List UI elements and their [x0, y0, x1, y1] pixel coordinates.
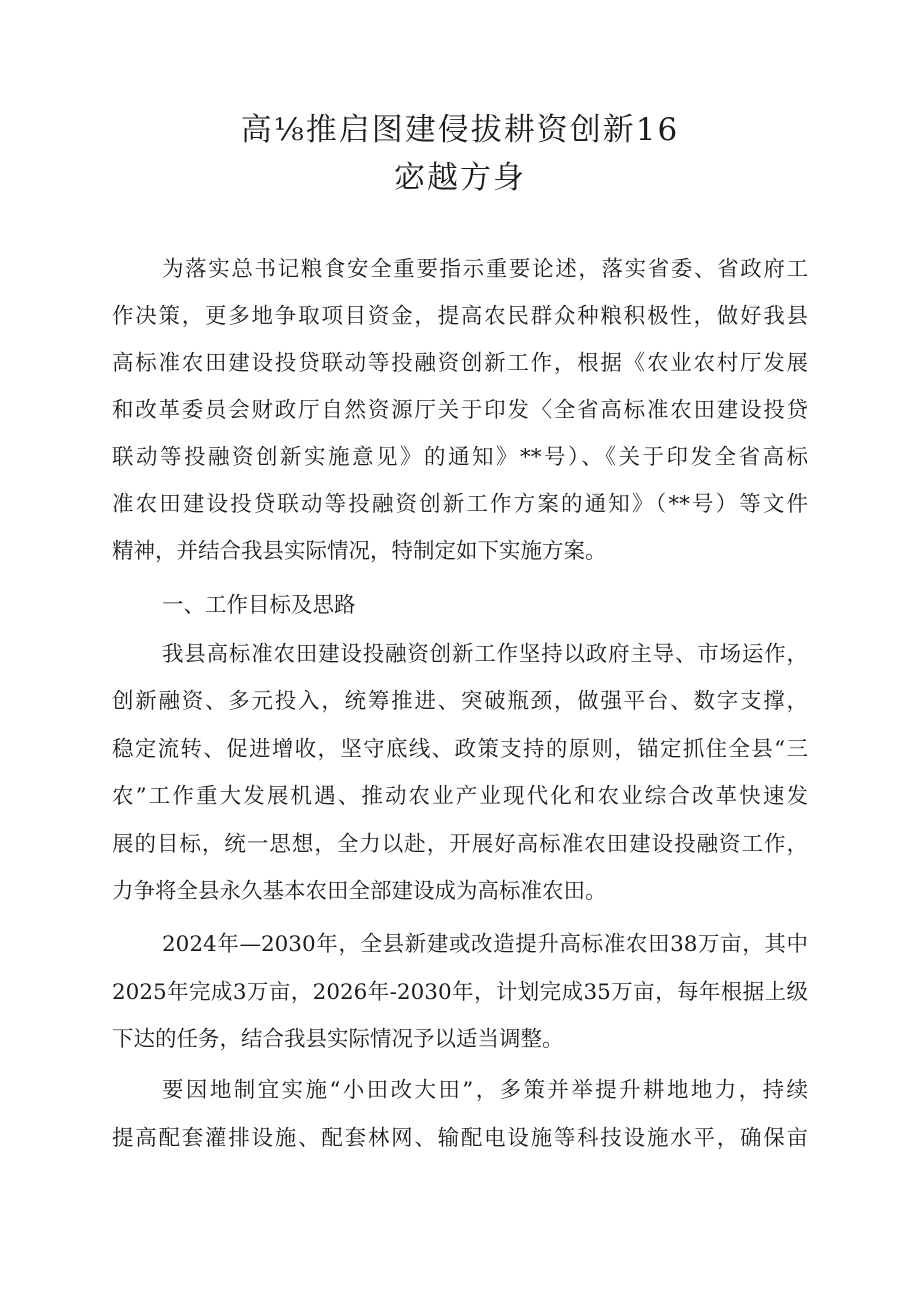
- paragraph-line: 作决策，更多地争取项目资金，提高农民群众种粮积极性，做好我县: [112, 304, 808, 329]
- paragraph-line: 展的目标，统一思想，全力以赴，开展好高标准农田建设投融资工作，: [112, 832, 808, 857]
- paragraph-line: 力争将全县永久基本农田全部建设成为高标准农田。: [112, 879, 607, 904]
- paragraph-line: 联动等投融资创新实施意见》的通知》**号）、《关于印发全省高标: [112, 445, 808, 470]
- paragraph-line: 要因地制宜实施“小田改大田”，多策并举提升耕地地力，持续: [162, 1078, 808, 1103]
- paragraph-line: 准农田建设投贷联动等投融资创新工作方案的通知》（**号）等文件: [112, 492, 808, 517]
- paragraph-line: 稳定流转、促进增收，坚守底线、政策支持的原则，锚定抓住全县“三: [112, 737, 808, 762]
- document-title-line-1: 高⅛推启图建侵拔耕资创新16: [240, 112, 680, 148]
- document-title-line-2: 宓越方身: [394, 160, 526, 196]
- paragraph-line: 和改革委员会财政厅自然资源厅关于印发〈全省高标准农田建设投贷: [112, 398, 808, 423]
- paragraph-line: 高标准农田建设投贷联动等投融资创新工作，根据《农业农村厅发展: [112, 351, 808, 376]
- paragraph-line: 创新融资、多元投入，统筹推进、突破瓶颈，做强平台、数字支撑，: [112, 689, 808, 714]
- paragraph-line: 为落实总书记粮食安全重要指示重要论述，落实省委、省政府工: [162, 257, 808, 282]
- section-heading: 一、工作目标及思路: [162, 593, 356, 618]
- paragraph-line: 我县高标准农田建设投融资创新工作坚持以政府主导、市场运作，: [162, 642, 808, 667]
- paragraph-line: 下达的任务，结合我县实际情况予以适当调整。: [112, 1027, 564, 1052]
- paragraph-line: 农”工作重大发展机遇、推动农业产业现代化和农业综合改革快速发: [112, 784, 808, 809]
- paragraph-line: 2025年完成3万亩，2026年-2030年，计划完成35万亩，每年根据上级: [112, 980, 808, 1005]
- paragraph-line: 提高配套灌排设施、配套林网、输配电设施等科技设施水平，确保亩: [112, 1126, 808, 1151]
- paragraph-line: 精神，并结合我县实际情况，特制定如下实施方案。: [112, 539, 607, 564]
- paragraph-line: 2024年—2030年，全县新建或改造提升高标准农田38万亩，其中: [162, 932, 808, 957]
